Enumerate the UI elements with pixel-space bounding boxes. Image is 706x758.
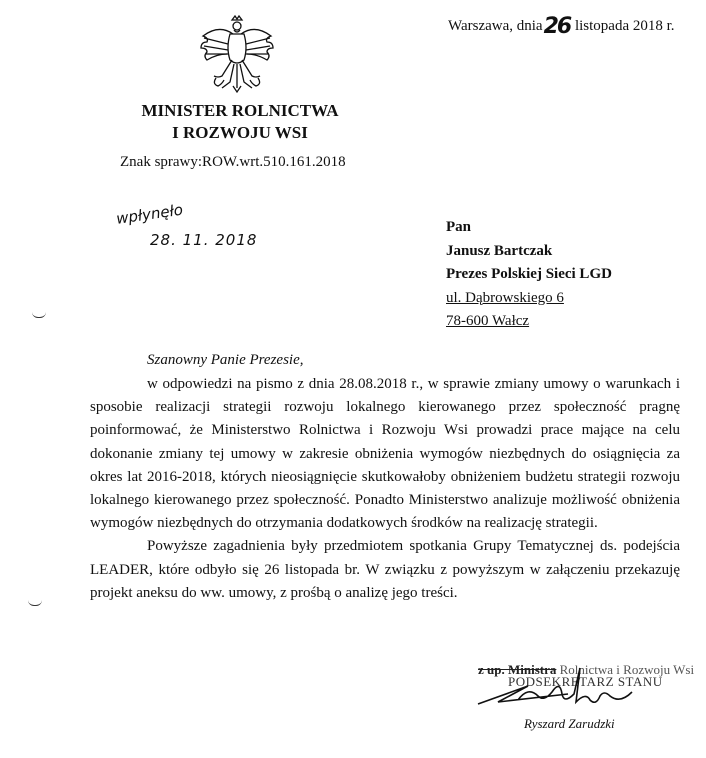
signature-stamp-line-2: PODSEKRETARZ STANU <box>508 674 663 689</box>
recipient-city: 78-600 Wałcz <box>446 313 530 329</box>
header-line-2: I ROZWOJU WSI <box>172 123 308 142</box>
case-number: Znak sprawy:ROW.wrt.510.161.2018 <box>120 154 346 170</box>
date-prefix: Warszawa, dnia <box>448 18 543 34</box>
signature-block <box>458 656 698 716</box>
paragraph-2: Powyższe zagadnienia były przedmiotem spotkania Grupy Tematycznej ds. podejścia LEADER, które odbyło się 26 listopada br. W związku z powyższym w załączeniu przekazuję projekt aneksu do ww. umowy, z prośbą o analizę jego treści. <box>90 538 680 601</box>
recipient-street: ul. Dąbrowskiego 6 <box>446 289 564 306</box>
paragraph-1: w odpowiedzi na pismo z dnia 28.08.2018 r., w sprawie zmiany umowy o warunkach i sposobie realizacji strategii rozwoju lokalnego kierowanego przez społeczność pragnę poinformować, że Ministerstwo Rolnictwa i Rozwoju Wsi prowadzi prace mające na celu dokonanie zmiany tej umowy w zakresie obniżenia wymogów niezbędnych do osiągnięcia za okres lat 2016-2018, których nieosiągnięcie skutkowałoby obniżeniem budżetu strategii rozwoju lokalnego kierowanego przez społeczność. Ponadto Ministerstwo analizuje możliwość obniżenia wymogów niezbędnych do otrzymania dodatkowych środków na realizację strategii. <box>90 376 680 532</box>
handwritten-day: 26 <box>543 14 571 39</box>
received-stamp-date: 28. 11. 2018 <box>150 231 258 249</box>
signer-name: Ryszard Zarudzki <box>524 716 615 731</box>
date-suffix: listopada 2018 r. <box>574 18 675 34</box>
header-line-1: MINISTER ROLNICTWA <box>141 101 339 120</box>
struck-text: z up. Ministra <box>478 662 557 677</box>
handwritten-signature-icon <box>458 664 698 714</box>
polish-eagle-emblem-icon <box>196 14 278 94</box>
place-and-date <box>448 14 675 39</box>
recipient-title: Pan <box>446 219 472 235</box>
fold-mark-icon <box>32 312 46 318</box>
stamp-line-1-rest: Rolnictwa i Rozwoju Wsi <box>559 662 695 677</box>
fold-mark-icon <box>28 600 42 606</box>
letter-body <box>90 373 680 605</box>
ministry-header <box>120 100 360 144</box>
greeting: Szanowny Panie Prezesie, <box>147 352 304 368</box>
recipient-address <box>446 216 612 334</box>
recipient-name: Janusz Bartczak <box>446 242 553 259</box>
recipient-position: Prezes Polskiej Sieci LGD <box>446 266 612 282</box>
received-stamp-label: wpłynęło <box>115 200 185 228</box>
